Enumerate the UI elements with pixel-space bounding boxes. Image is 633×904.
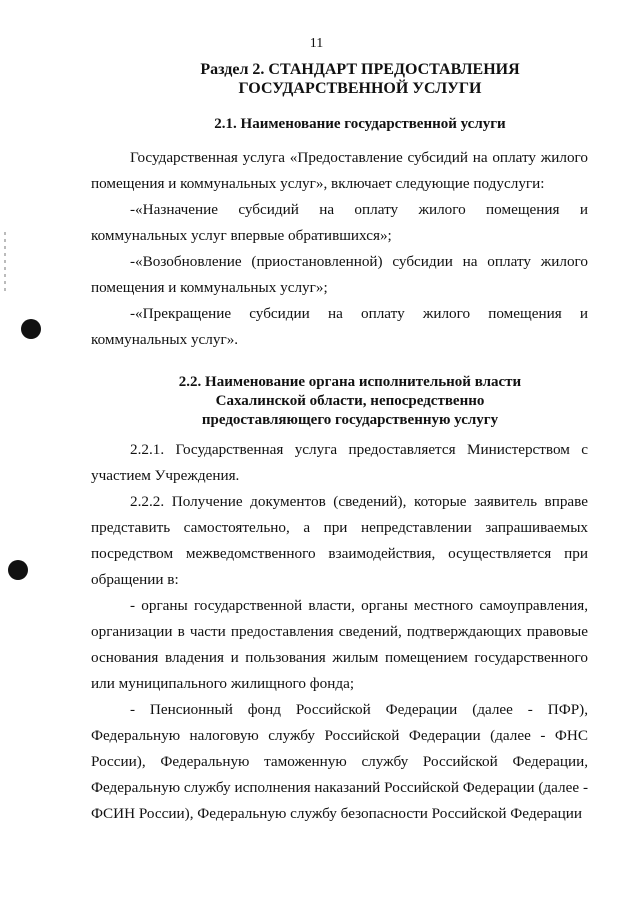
section-title-line-1: Раздел 2. СТАНДАРТ ПРЕДОСТАВЛЕНИЯ <box>200 61 520 78</box>
subsection-2-2-body <box>91 437 588 827</box>
paragraph: 2.2.2. Получение документов (сведений), которые заявитель вправе представить самостоятельно, а при непредставлении запрашиваемых посредством межведомственного взаимодействия, осуществляется при обращении в: <box>91 493 588 588</box>
heading-line-3: предоставляющего государственную услугу <box>201 412 499 428</box>
paragraph: - Пенсионный фонд Российской Федерации (далее - ПФР), Федеральную налоговую службу Российской Федерации (далее - ФНС России), Федеральную таможенную службу Российской Федерации, Федеральную службу исполнения наказаний Российской Федерации (далее - ФСИН России), Федеральную службу безопасности Российской Федерации <box>91 701 588 822</box>
punch-hole <box>21 319 41 339</box>
paragraph: 2.2.1. Государственная услуга предоставляется Министерством с участием Учреждения. <box>91 441 588 484</box>
subsection-heading-2-1: 2.1. Наименование государственной услуги <box>214 116 506 132</box>
heading-line-1: 2.2. Наименование органа исполнительной власти <box>178 374 522 390</box>
margin-scan-mark <box>4 232 6 292</box>
section-title <box>0 60 633 98</box>
heading-line-2: Сахалинской области, непосредственно <box>215 393 485 409</box>
page-number: 11 <box>309 36 324 51</box>
section-title-line-2: ГОСУДАРСТВЕННОЙ УСЛУГИ <box>238 80 482 97</box>
subsection-heading-2-2 <box>0 373 633 430</box>
paragraph: -«Прекращение субсидии на оплату жилого помещения и коммунальных услуг». <box>91 305 588 348</box>
paragraph: -«Возобновление (приостановленной) субсидии на оплату жилого помещения и коммунальных услуг»; <box>91 253 588 296</box>
subsection-2-1-body <box>91 145 588 353</box>
paragraph: -«Назначение субсидий на оплату жилого помещения и коммунальных услуг впервые обратившихся»; <box>91 201 588 244</box>
punch-hole <box>8 560 28 580</box>
paragraph: Государственная услуга «Предоставление субсидий на оплату жилого помещения и коммунальных услуг», включает следующие подуслуги: <box>91 149 588 192</box>
paragraph: - органы государственной власти, органы местного самоуправления, организации в части предоставления сведений, подтверждающих правовые основания владения и пользования жилым помещением государственного или муниципального жилищного фонда; <box>91 597 588 692</box>
